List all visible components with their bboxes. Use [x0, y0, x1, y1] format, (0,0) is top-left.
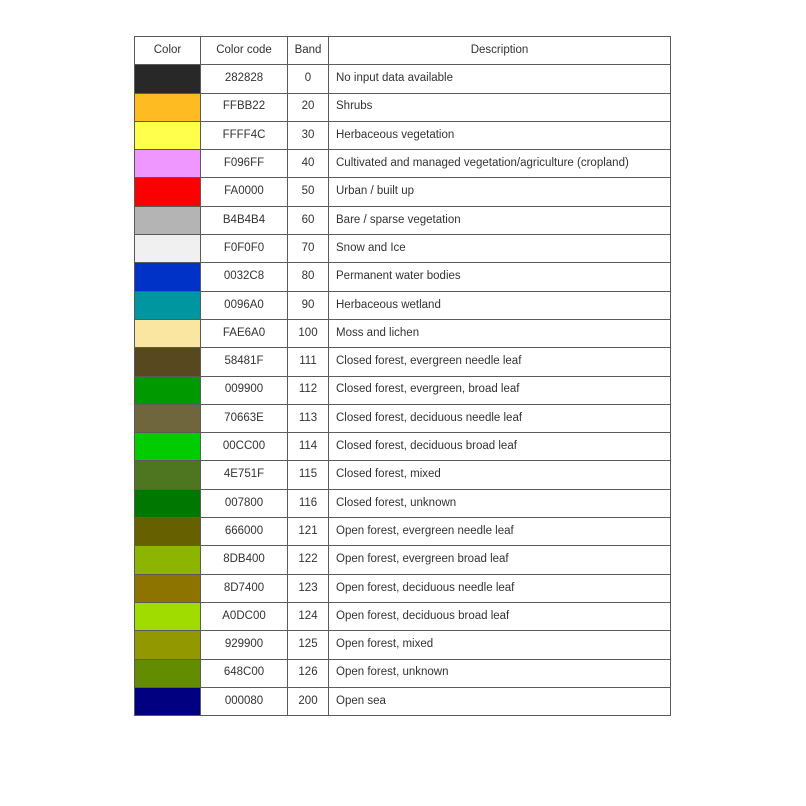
band-cell: 121 — [288, 518, 329, 546]
color-swatch — [135, 405, 200, 432]
color-swatch — [135, 94, 200, 121]
band-cell: 126 — [288, 659, 329, 687]
band-cell: 123 — [288, 574, 329, 602]
color-swatch-cell — [135, 489, 201, 517]
description-cell: Urban / built up — [329, 178, 671, 206]
color-swatch — [135, 631, 200, 658]
color-swatch — [135, 461, 200, 488]
color-code-cell: 0096A0 — [201, 291, 288, 319]
band-cell: 80 — [288, 263, 329, 291]
band-cell: 200 — [288, 687, 329, 715]
band-cell: 115 — [288, 461, 329, 489]
description-cell: Closed forest, evergreen, broad leaf — [329, 376, 671, 404]
table-row — [135, 489, 671, 517]
color-swatch-cell — [135, 433, 201, 461]
color-code-cell: 929900 — [201, 631, 288, 659]
color-code-cell: FFFF4C — [201, 121, 288, 149]
color-swatch — [135, 490, 200, 517]
color-code-cell: B4B4B4 — [201, 206, 288, 234]
band-cell: 40 — [288, 150, 329, 178]
description-cell: Snow and Ice — [329, 235, 671, 263]
description-cell: Closed forest, mixed — [329, 461, 671, 489]
table-row — [135, 546, 671, 574]
band-cell: 100 — [288, 319, 329, 347]
land-cover-legend-table — [134, 36, 671, 716]
color-swatch — [135, 292, 200, 319]
color-swatch-cell — [135, 263, 201, 291]
color-code-cell: 4E751F — [201, 461, 288, 489]
header-band: Band — [288, 37, 329, 65]
color-code-cell: F096FF — [201, 150, 288, 178]
color-swatch-cell — [135, 631, 201, 659]
color-swatch-cell — [135, 659, 201, 687]
color-code-cell: 009900 — [201, 376, 288, 404]
table-row — [135, 178, 671, 206]
table-row — [135, 659, 671, 687]
color-code-cell: 648C00 — [201, 659, 288, 687]
color-code-cell: 282828 — [201, 65, 288, 93]
color-swatch — [135, 518, 200, 545]
band-cell: 90 — [288, 291, 329, 319]
description-cell: Moss and lichen — [329, 319, 671, 347]
color-swatch-cell — [135, 65, 201, 93]
color-swatch-cell — [135, 602, 201, 630]
color-swatch-cell — [135, 574, 201, 602]
color-code-cell: 007800 — [201, 489, 288, 517]
table-row — [135, 348, 671, 376]
color-swatch — [135, 688, 200, 715]
table-row — [135, 518, 671, 546]
color-swatch — [135, 150, 200, 177]
table-row — [135, 433, 671, 461]
color-swatch — [135, 207, 200, 234]
color-swatch-cell — [135, 150, 201, 178]
color-code-cell: 0032C8 — [201, 263, 288, 291]
description-cell: Closed forest, unknown — [329, 489, 671, 517]
color-swatch — [135, 348, 200, 375]
color-swatch-cell — [135, 319, 201, 347]
description-cell: No input data available — [329, 65, 671, 93]
color-code-cell: 70663E — [201, 404, 288, 432]
color-code-cell: FA0000 — [201, 178, 288, 206]
band-cell: 60 — [288, 206, 329, 234]
color-swatch — [135, 320, 200, 347]
color-swatch-cell — [135, 404, 201, 432]
color-swatch-cell — [135, 376, 201, 404]
color-code-cell: 000080 — [201, 687, 288, 715]
description-cell: Open forest, evergreen broad leaf — [329, 546, 671, 574]
color-swatch-cell — [135, 235, 201, 263]
color-swatch-cell — [135, 518, 201, 546]
color-swatch — [135, 178, 200, 205]
color-swatch-cell — [135, 178, 201, 206]
color-swatch — [135, 660, 200, 687]
band-cell: 30 — [288, 121, 329, 149]
color-swatch — [135, 377, 200, 404]
table-row — [135, 235, 671, 263]
description-cell: Closed forest, deciduous needle leaf — [329, 404, 671, 432]
table-row — [135, 602, 671, 630]
band-cell: 70 — [288, 235, 329, 263]
color-code-cell: 8D7400 — [201, 574, 288, 602]
table-row — [135, 291, 671, 319]
table-row — [135, 206, 671, 234]
table-row — [135, 65, 671, 93]
description-cell: Open forest, deciduous needle leaf — [329, 574, 671, 602]
table-row — [135, 263, 671, 291]
table-row — [135, 461, 671, 489]
color-swatch-cell — [135, 687, 201, 715]
band-cell: 0 — [288, 65, 329, 93]
color-swatch — [135, 575, 200, 602]
header-description: Description — [329, 37, 671, 65]
color-code-cell: F0F0F0 — [201, 235, 288, 263]
description-cell: Open forest, mixed — [329, 631, 671, 659]
color-swatch — [135, 235, 200, 262]
band-cell: 125 — [288, 631, 329, 659]
description-cell: Shrubs — [329, 93, 671, 121]
table-row — [135, 631, 671, 659]
table-row — [135, 319, 671, 347]
band-cell: 116 — [288, 489, 329, 517]
color-code-cell: FAE6A0 — [201, 319, 288, 347]
band-cell: 113 — [288, 404, 329, 432]
description-cell: Cultivated and managed vegetation/agriculture (cropland) — [329, 150, 671, 178]
table-row — [135, 93, 671, 121]
band-cell: 114 — [288, 433, 329, 461]
description-cell: Herbaceous vegetation — [329, 121, 671, 149]
color-swatch-cell — [135, 206, 201, 234]
color-swatch — [135, 603, 200, 630]
table-body — [135, 65, 671, 716]
color-code-cell: A0DC00 — [201, 602, 288, 630]
band-cell: 20 — [288, 93, 329, 121]
color-code-cell: 8DB400 — [201, 546, 288, 574]
table-row — [135, 376, 671, 404]
color-swatch-cell — [135, 546, 201, 574]
color-swatch-cell — [135, 348, 201, 376]
header-color-code: Color code — [201, 37, 288, 65]
color-swatch — [135, 122, 200, 149]
description-cell: Open sea — [329, 687, 671, 715]
description-cell: Herbaceous wetland — [329, 291, 671, 319]
description-cell: Open forest, evergreen needle leaf — [329, 518, 671, 546]
description-cell: Closed forest, deciduous broad leaf — [329, 433, 671, 461]
color-code-cell: 58481F — [201, 348, 288, 376]
table-row — [135, 404, 671, 432]
color-swatch — [135, 263, 200, 290]
color-swatch-cell — [135, 121, 201, 149]
band-cell: 122 — [288, 546, 329, 574]
header-color: Color — [135, 37, 201, 65]
color-swatch-cell — [135, 291, 201, 319]
table-row — [135, 150, 671, 178]
band-cell: 111 — [288, 348, 329, 376]
description-cell: Permanent water bodies — [329, 263, 671, 291]
color-swatch — [135, 546, 200, 573]
color-code-cell: FFBB22 — [201, 93, 288, 121]
description-cell: Closed forest, evergreen needle leaf — [329, 348, 671, 376]
description-cell: Bare / sparse vegetation — [329, 206, 671, 234]
band-cell: 112 — [288, 376, 329, 404]
description-cell: Open forest, deciduous broad leaf — [329, 602, 671, 630]
table-row — [135, 687, 671, 715]
band-cell: 50 — [288, 178, 329, 206]
color-swatch — [135, 433, 200, 460]
band-cell: 124 — [288, 602, 329, 630]
color-swatch-cell — [135, 461, 201, 489]
table-row — [135, 121, 671, 149]
description-cell: Open forest, unknown — [329, 659, 671, 687]
table-row — [135, 574, 671, 602]
color-swatch — [135, 65, 200, 92]
color-code-cell: 00CC00 — [201, 433, 288, 461]
color-swatch-cell — [135, 93, 201, 121]
header-row — [135, 37, 671, 65]
color-code-cell: 666000 — [201, 518, 288, 546]
